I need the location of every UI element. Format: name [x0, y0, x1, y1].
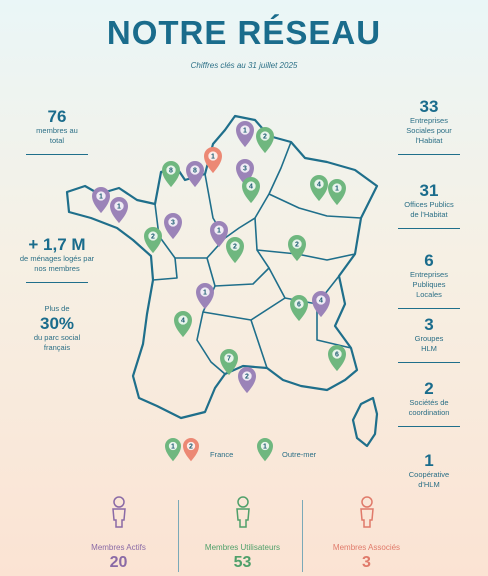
member-count: 20	[109, 554, 128, 571]
legend-pin-icon	[183, 438, 199, 461]
stat-value: 33	[419, 97, 439, 116]
map-pin-icon	[288, 235, 306, 261]
member-actifs	[56, 496, 181, 572]
map-pin-icon	[196, 283, 214, 309]
pin-count: 2	[189, 443, 193, 451]
stat-label: Groupes HLM	[414, 334, 444, 353]
region-border	[153, 258, 177, 280]
map-pin-icon	[92, 187, 110, 213]
stat-value: 30%	[39, 314, 75, 333]
france-map	[55, 108, 395, 498]
map-pin-icon	[328, 345, 346, 371]
stat-value: 6	[424, 251, 434, 270]
member-utilisateurs	[180, 496, 305, 572]
member-label: Membres Utilisateurs	[204, 543, 281, 552]
pin-count: 7	[227, 355, 231, 363]
member-associes	[304, 496, 429, 572]
stat-value: 31	[419, 181, 439, 200]
map-pin-icon	[290, 295, 308, 321]
stat-value: + 1,7 M	[28, 235, 86, 254]
stat-value: 2	[424, 379, 434, 398]
person-icon	[56, 496, 181, 535]
legend-pin-icon	[257, 438, 273, 461]
divider	[398, 362, 460, 363]
map-pin-icon	[226, 237, 244, 263]
pin-count: 1	[335, 185, 339, 193]
pin-count: 1	[217, 227, 221, 235]
stat-esh	[390, 98, 468, 155]
pin-count: 4	[319, 297, 323, 305]
pin-count: 1	[211, 153, 215, 161]
legend-france-label: France	[210, 450, 234, 459]
page-subtitle: Chiffres clés au 31 juillet 2025	[190, 61, 298, 70]
stat-label: Sociétés de coordination	[408, 398, 450, 417]
map-pin-icon	[242, 177, 260, 203]
region-border	[203, 298, 285, 320]
pin-count: 1	[203, 289, 207, 297]
member-label: Membres Actifs	[91, 543, 146, 552]
pin-count: 4	[317, 181, 321, 189]
pin-count: 1	[263, 443, 267, 451]
map-pin-icon	[174, 311, 192, 337]
pin-count: 6	[297, 301, 301, 309]
map-pin-icon	[164, 213, 182, 239]
pin-count: 3	[243, 165, 247, 173]
divider	[398, 308, 460, 309]
divider	[398, 426, 460, 427]
stat-societes	[390, 380, 468, 427]
pin-count: 6	[335, 351, 339, 359]
stat-value: 76	[47, 107, 67, 126]
pin-count: 2	[233, 243, 237, 251]
person-icon	[180, 496, 305, 535]
pin-count: 4	[249, 183, 253, 191]
member-label: Membres Associés	[332, 543, 401, 552]
region-border	[251, 320, 267, 368]
pin-count: 1	[171, 443, 175, 451]
map-pin-icon	[144, 227, 162, 253]
divider	[178, 500, 179, 572]
legend-pin-icon	[165, 438, 181, 461]
map-pin-icon	[236, 121, 254, 147]
map-pin-icon	[162, 161, 180, 187]
pin-count: 2	[295, 241, 299, 249]
pin-count: 4	[181, 317, 185, 325]
stat-prefix: Plus de	[44, 304, 70, 313]
person-icon	[304, 496, 429, 535]
stat-oph	[390, 182, 468, 229]
region-border	[257, 250, 355, 260]
map-pin-icon	[210, 221, 228, 247]
stat-label: Offices Publics de l'Habitat	[404, 200, 454, 219]
map-pin-icon	[238, 367, 256, 393]
region-border	[269, 194, 361, 218]
pin-count: 3	[171, 219, 175, 227]
legend-outremer-label: Outre-mer	[282, 450, 317, 459]
divider	[398, 154, 460, 155]
pin-count: 2	[151, 233, 155, 241]
map-pin-icon	[312, 291, 330, 317]
map-pin-icon	[328, 179, 346, 205]
stat-epl	[390, 252, 468, 309]
member-count: 53	[233, 554, 252, 571]
stat-label: membres au total	[36, 126, 78, 145]
divider	[302, 500, 303, 572]
stat-label: du parc social français	[33, 333, 81, 352]
page-title: NOTRE RÉSEAU	[106, 14, 382, 51]
pin-count: 1	[99, 193, 103, 201]
map-pin-icon	[110, 197, 128, 223]
map-pin-icon	[256, 127, 274, 153]
pin-count: 2	[245, 373, 249, 381]
pin-count: 1	[117, 203, 121, 211]
stat-groupes	[390, 316, 468, 363]
stat-value: 1	[424, 451, 434, 470]
stat-label: Entreprises Publiques Locales	[410, 270, 448, 299]
map-pin-icon	[310, 175, 328, 201]
stat-label: Entreprises Sociales pour l'Habitat	[406, 116, 452, 145]
divider	[398, 228, 460, 229]
corsica-outline	[353, 398, 377, 446]
stat-label: de ménages logés par nos membres	[19, 254, 95, 273]
pin-count: 8	[193, 167, 197, 175]
stat-value: 3	[424, 315, 434, 334]
pin-count: 1	[243, 127, 247, 135]
member-count: 3	[362, 554, 371, 571]
stat-cooperative	[390, 452, 468, 490]
stat-label: Coopérative d'HLM	[408, 470, 450, 489]
pin-count: 2	[263, 133, 267, 141]
pin-count: 8	[169, 167, 173, 175]
france-outline	[67, 116, 377, 418]
map-pin-icon	[186, 161, 204, 187]
